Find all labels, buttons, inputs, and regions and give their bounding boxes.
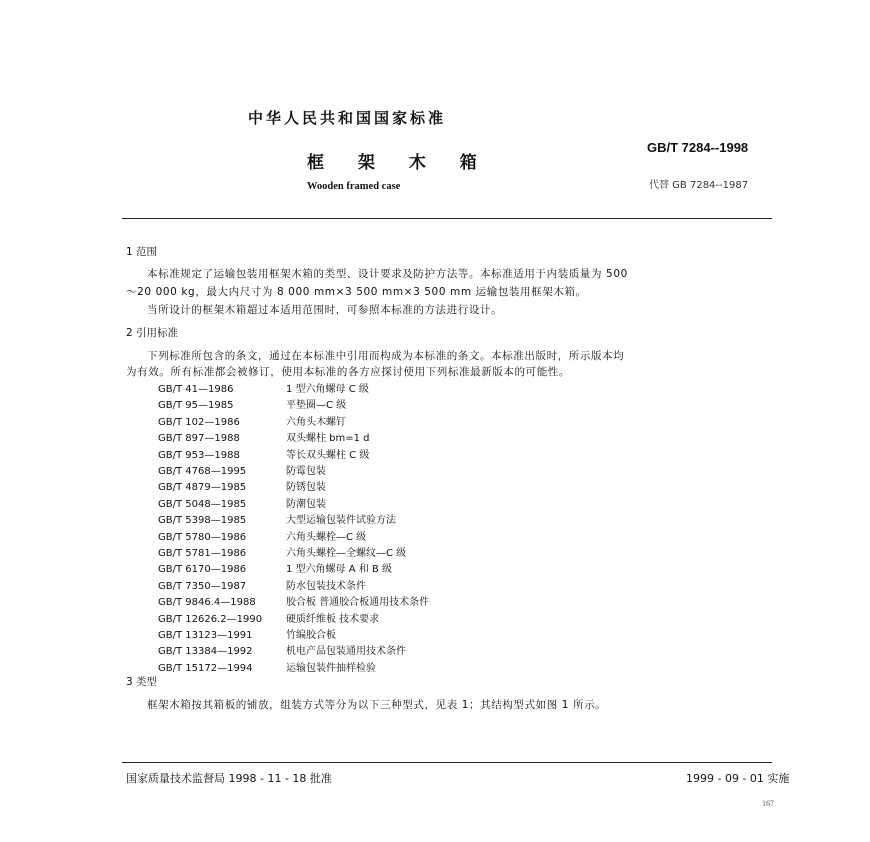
reference-code: GB/T 4879—1985 — [158, 482, 247, 493]
section-2-paragraph-line: 为有效。所有标准都会被修订，使用本标准的各方应探讨使用下列标准最新版本的可能性。 — [126, 366, 570, 378]
section-3-paragraph: 框架木箱按其箱板的铺放，组装方式等分为以下三种型式，见表 1；其结构型式如图 1 所示。 — [147, 699, 607, 711]
section-2-paragraph-line: 下列标准所包含的条文，通过在本标准中引用而构成为本标准的条文。本标准出版时，所示版本均 — [147, 350, 625, 362]
reference-standard-item — [158, 610, 379, 625]
reference-title: 六角头螺栓—C 级 — [286, 532, 367, 543]
header-org: 中华人民共和国国家标准 — [248, 109, 447, 127]
reference-title: 硬质纤维板 技术要求 — [286, 614, 380, 625]
reference-standard-item — [158, 659, 376, 674]
reference-code: GB/T 15172—1994 — [158, 663, 253, 674]
reference-standard-item — [158, 544, 406, 559]
reference-title: 运输包装件抽样检验 — [286, 663, 376, 674]
reference-title: 1 型六角螺母 C 级 — [286, 384, 369, 395]
reference-title: 双头螺柱 bm=1 d — [286, 433, 370, 444]
header-divider — [122, 218, 772, 219]
reference-standard-item — [158, 413, 346, 428]
reference-code: GB/T 953—1988 — [158, 450, 240, 461]
reference-code: GB/T 41—1986 — [158, 384, 234, 395]
reference-title: 胶合板 普通胶合板通用技术条件 — [286, 597, 430, 608]
reference-title: 防潮包装 — [286, 499, 326, 510]
reference-standard-item — [158, 642, 406, 657]
reference-code: GB/T 897—1988 — [158, 433, 240, 444]
reference-standard-item — [158, 380, 369, 395]
reference-standard-item — [158, 495, 326, 510]
reference-title: 六角头木螺钉 — [286, 417, 346, 428]
reference-code: GB/T 12626.2—1990 — [158, 614, 263, 625]
reference-standard-item — [158, 593, 429, 608]
reference-title: 大型运输包装件试验方法 — [286, 515, 396, 526]
section-1-paragraph-line: 本标准规定了运输包装用框架木箱的类型、设计要求及防护方法等。本标准适用于内装质量为 500 — [147, 268, 628, 280]
reference-code: GB/T 5048—1985 — [158, 499, 247, 510]
approval-date: 国家质量技术监督局 1998 - 11 - 18 批准 — [126, 772, 332, 785]
reference-title: 六角头螺栓—全螺纹—C 级 — [286, 548, 407, 559]
reference-code: GB/T 102—1986 — [158, 417, 240, 428]
reference-standard-item — [158, 626, 336, 641]
reference-title: 平垫圈—C 级 — [286, 400, 347, 411]
standard-number: GB/T 7284--1998 — [647, 140, 749, 155]
reference-standard-item — [158, 478, 326, 493]
section-1-paragraph-line: ～20 000 kg，最大内尺寸为 8 000 mm×3 500 mm×3 500 mm 运输包装用框架木箱。 — [126, 286, 587, 298]
reference-standard-item — [158, 528, 366, 543]
document-title-english: Wooden framed case — [307, 181, 401, 192]
reference-code: GB/T 95—1985 — [158, 400, 234, 411]
reference-title: 等长双头螺柱 C 级 — [286, 450, 370, 461]
reference-code: GB/T 13123—1991 — [158, 630, 253, 641]
section-1-paragraph: 当所设计的框架木箱超过本适用范围时，可参照本标准的方法进行设计。 — [147, 304, 503, 316]
reference-title: 竹编胶合板 — [286, 630, 336, 641]
reference-standard-item — [158, 560, 392, 575]
reference-code: GB/T 6170—1986 — [158, 564, 247, 575]
document-title: 框 架 木 箱 — [307, 153, 491, 173]
reference-standard-item — [158, 462, 326, 477]
reference-code: GB/T 13384—1992 — [158, 646, 253, 657]
reference-title: 防霉包装 — [286, 466, 326, 477]
replaces-standard: 代替 GB 7284--1987 — [649, 180, 749, 191]
reference-standard-item — [158, 577, 366, 592]
reference-title: 机电产品包装通用技术条件 — [286, 646, 406, 657]
reference-title: 1 型六角螺母 A 和 B 级 — [286, 564, 392, 575]
reference-title: 防锈包装 — [286, 482, 326, 493]
section-3-heading: 3 类型 — [126, 676, 158, 688]
section-1-heading: 1 范围 — [126, 246, 158, 258]
footer-divider — [122, 762, 772, 763]
reference-code: GB/T 5398—1985 — [158, 515, 247, 526]
reference-title: 防水包装技术条件 — [286, 581, 366, 592]
reference-code: GB/T 5780—1986 — [158, 532, 247, 543]
reference-standard-item — [158, 429, 370, 444]
reference-standard-item — [158, 446, 369, 461]
reference-code: GB/T 5781—1986 — [158, 548, 247, 559]
reference-code: GB/T 9846.4—1988 — [158, 597, 256, 608]
section-2-heading: 2 引用标准 — [126, 327, 179, 339]
page-number: 167 — [762, 799, 774, 808]
reference-code: GB/T 4768—1995 — [158, 466, 247, 477]
effective-date: 1999 - 09 - 01 实施 — [686, 772, 790, 785]
reference-code: GB/T 7350—1987 — [158, 581, 247, 592]
reference-standard-item — [158, 396, 346, 411]
reference-standard-item — [158, 511, 396, 526]
